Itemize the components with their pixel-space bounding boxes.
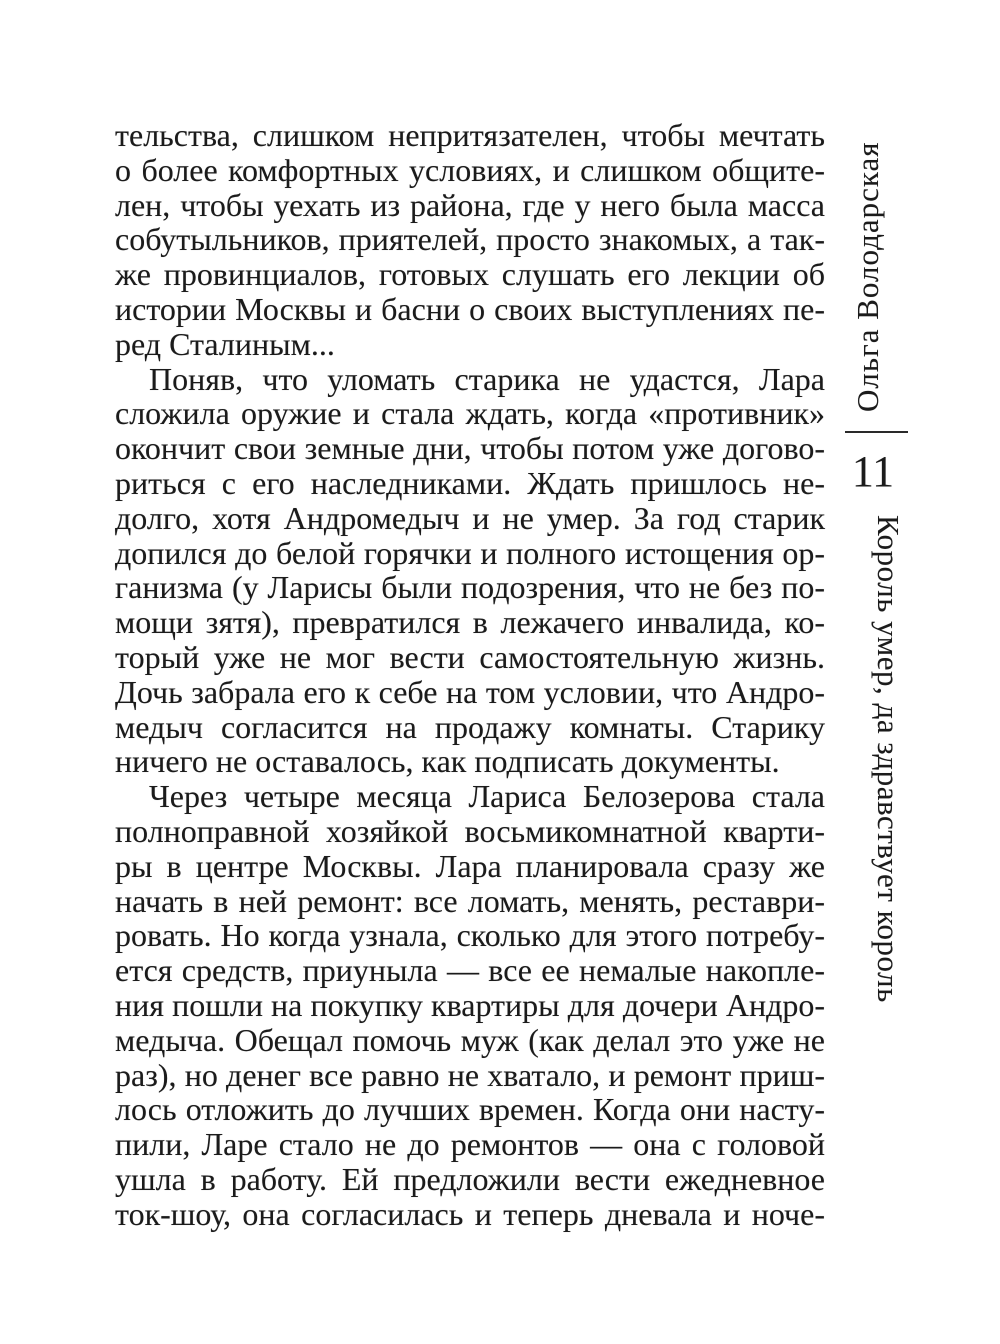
text-line: ток-шоу, она согласилась и теперь дневала и ноче-	[115, 1195, 825, 1232]
text-line: раз), но денег все равно не хватало, и ремонт приш-	[115, 1056, 825, 1093]
margin-rule	[845, 431, 908, 433]
text-line: о более комфортных условиях, и слишком общите-	[115, 151, 825, 188]
text-line: тельства, слишком непритязателен, чтобы мечтать	[115, 117, 825, 153]
text-line: окончит свои земные дни, чтобы потом уже догово-	[115, 430, 825, 467]
text-line: долго, хотя Андромедыч и не умер. За год старик	[115, 499, 825, 536]
text-line: мощи зятя), превратился в лежачего инвалида, ко-	[115, 604, 825, 641]
text-line: ушла в работу. Ей предложили вести ежедневное	[115, 1160, 825, 1197]
text-line: начать в ней ремонт: все ломать, менять, реставри-	[115, 882, 825, 919]
text-line: пили, Ларе стало не до ремонтов — она с головой	[115, 1126, 825, 1163]
text-line: ничего не оставалось, как подписать документы.	[115, 743, 780, 780]
text-line: торый уже не мог вести самостоятельную жизнь.	[115, 638, 825, 675]
text-line: ния пошли на покупку квартиры для дочери Андро-	[115, 986, 825, 1023]
margin-author-name: Ольга Володарская	[850, 141, 885, 412]
text-line: полноправной хозяйкой восьмикомнатной кварти-	[115, 812, 825, 849]
page-number: 11	[851, 447, 895, 496]
text-line: ред Сталиным...	[115, 325, 335, 362]
text-line: Дочь забрала его к себе на том условии, что Андро-	[115, 673, 825, 710]
text-line: Поняв, что уломать старика не удастся, Лара	[149, 360, 825, 397]
body-text	[115, 118, 825, 1232]
text-line: Через четыре месяца Лариса Белозерова стала	[149, 778, 825, 815]
text-line: ганизма (у Ларисы были подозрения, что не без по-	[115, 569, 825, 606]
text-line: ровать. Но когда узнала, сколько для этого потребу-	[115, 917, 825, 954]
text-line: лен, чтобы уехать из района, где у него была масса	[115, 186, 825, 223]
text-line: же провинциалов, готовых слушать его лекции об	[115, 256, 825, 293]
text-line: риться с его наследниками. Ждать пришлось не-	[115, 464, 825, 501]
text-line: истории Москвы и басни о своих выступлениях пе-	[115, 290, 825, 327]
text-line: ется средств, приуныла — все ее немалые накопле-	[115, 952, 825, 989]
text-line: допился до белой горячки и полного истощения ор-	[115, 534, 825, 571]
margin-book-title: Король умер, да здравствует король	[871, 515, 906, 1003]
text-line: медыч согласится на продажу комнаты. Старику	[115, 708, 825, 745]
text-line: лось отложить до лучших времен. Когда они насту-	[115, 1091, 825, 1128]
text-line: ры в центре Москвы. Лара планировала сразу же	[115, 847, 825, 884]
text-line: медыча. Обещал помочь муж (как делал это уже не	[115, 1021, 825, 1058]
text-line: сложила оружие и стала ждать, когда «противник»	[115, 395, 825, 432]
text-line: собутыльников, приятелей, просто знакомых, а так-	[115, 221, 825, 258]
